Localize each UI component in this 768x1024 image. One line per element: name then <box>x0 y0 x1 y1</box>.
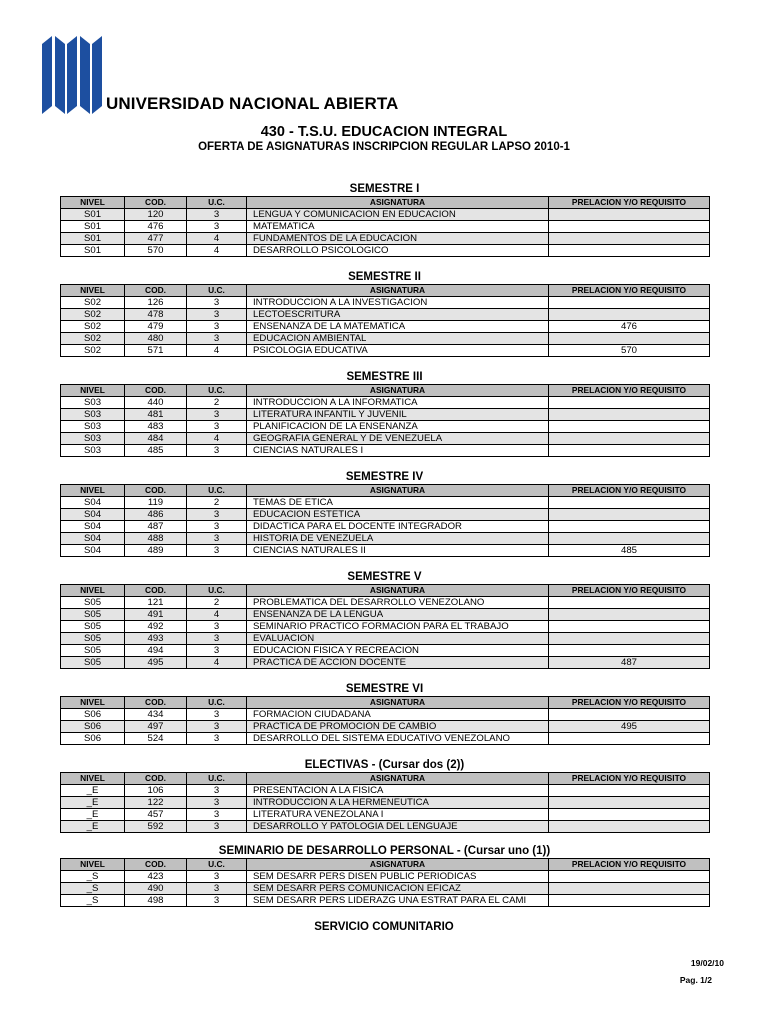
prelacion-cell <box>549 521 710 533</box>
prelacion-cell: 570 <box>549 345 710 357</box>
cod-cell: 494 <box>125 645 187 657</box>
table-row <box>61 421 710 433</box>
uc-cell: 3 <box>187 821 247 833</box>
uc-cell: 4 <box>187 609 247 621</box>
table-header-row <box>61 859 710 871</box>
nivel-cell: S02 <box>61 321 125 333</box>
table-header-row <box>61 585 710 597</box>
column-header: PRELACION Y/O REQUISITO <box>549 197 710 209</box>
column-header: PRELACION Y/O REQUISITO <box>549 773 710 785</box>
nivel-cell: S02 <box>61 345 125 357</box>
uc-cell: 3 <box>187 733 247 745</box>
table-row <box>61 645 710 657</box>
table-row <box>61 333 710 345</box>
cod-cell: 126 <box>125 297 187 309</box>
asignatura-cell: SEM DESARR PERS COMUNICACION EFICAZ <box>247 883 549 895</box>
uc-cell: 3 <box>187 221 247 233</box>
nivel-cell: S06 <box>61 721 125 733</box>
prelacion-cell <box>549 621 710 633</box>
uc-cell: 3 <box>187 321 247 333</box>
column-header: COD. <box>125 697 187 709</box>
asignatura-cell: SEM DESARR PERS LIDERAZG UNA ESTRAT PARA EL CAMI <box>247 895 549 907</box>
course-table <box>60 284 710 357</box>
prelacion-cell <box>549 433 710 445</box>
asignatura-cell: LENGUA Y COMUNICACION EN EDUCACION <box>247 209 549 221</box>
column-header: NIVEL <box>61 585 125 597</box>
table-row <box>61 309 710 321</box>
section-1 <box>60 182 709 257</box>
prelacion-cell: 476 <box>549 321 710 333</box>
table-row <box>61 733 710 745</box>
nivel-cell: S04 <box>61 521 125 533</box>
asignatura-cell: DESARROLLO PSICOLOGICO <box>247 245 549 257</box>
uc-cell: 3 <box>187 895 247 907</box>
cod-cell: 457 <box>125 809 187 821</box>
section-7 <box>60 758 709 833</box>
column-header: COD. <box>125 285 187 297</box>
prelacion-cell <box>549 797 710 809</box>
asignatura-cell: LECTOESCRITURA <box>247 309 549 321</box>
column-header: ASIGNATURA <box>247 285 549 297</box>
nivel-cell: _S <box>61 895 125 907</box>
column-header: U.C. <box>187 697 247 709</box>
asignatura-cell: LITERATURA INFANTIL Y JUVENIL <box>247 409 549 421</box>
cod-cell: 476 <box>125 221 187 233</box>
column-header: U.C. <box>187 773 247 785</box>
course-table <box>60 696 710 745</box>
column-header: U.C. <box>187 585 247 597</box>
cod-cell: 498 <box>125 895 187 907</box>
cod-cell: 480 <box>125 333 187 345</box>
servicio-comunitario-title: SERVICIO COMUNITARIO <box>314 921 454 933</box>
program-title: 430 - T.S.U. EDUCACION INTEGRAL <box>260 124 508 140</box>
cod-cell: 491 <box>125 609 187 621</box>
cod-cell: 486 <box>125 509 187 521</box>
offer-subtitle: OFERTA DE ASIGNATURAS INSCRIPCION REGULAR LAPSO 2010-1 <box>198 141 570 153</box>
prelacion-cell <box>549 209 710 221</box>
asignatura-cell: EDUCACION ESTETICA <box>247 509 549 521</box>
nivel-cell: S03 <box>61 445 125 457</box>
asignatura-cell: SEMINARIO PRACTICO FORMACION PARA EL TRABAJO <box>247 621 549 633</box>
prelacion-cell <box>549 709 710 721</box>
uc-cell: 3 <box>187 309 247 321</box>
uc-cell: 3 <box>187 545 247 557</box>
prelacion-cell <box>549 733 710 745</box>
uc-cell: 3 <box>187 409 247 421</box>
cod-cell: 487 <box>125 521 187 533</box>
nivel-cell: S04 <box>61 545 125 557</box>
cod-cell: 423 <box>125 871 187 883</box>
uc-cell: 4 <box>187 245 247 257</box>
nivel-cell: _S <box>61 883 125 895</box>
table-row <box>61 721 710 733</box>
nivel-cell: S04 <box>61 533 125 545</box>
nivel-cell: S03 <box>61 433 125 445</box>
column-header: ASIGNATURA <box>247 585 549 597</box>
table-header-row <box>61 697 710 709</box>
cod-cell: 120 <box>125 209 187 221</box>
table-row <box>61 321 710 333</box>
uc-cell: 3 <box>187 445 247 457</box>
section-3 <box>60 370 709 457</box>
page-number: Pag. 1/2 <box>679 975 712 985</box>
prelacion-cell <box>549 821 710 833</box>
nivel-cell: S01 <box>61 209 125 221</box>
section-4 <box>60 470 709 557</box>
column-header: NIVEL <box>61 197 125 209</box>
column-header: COD. <box>125 385 187 397</box>
nivel-cell: S05 <box>61 609 125 621</box>
nivel-cell: _E <box>61 785 125 797</box>
table-row <box>61 621 710 633</box>
nivel-cell: S04 <box>61 509 125 521</box>
course-table <box>60 384 710 457</box>
prelacion-cell <box>549 597 710 609</box>
nivel-cell: S02 <box>61 333 125 345</box>
table-row <box>61 871 710 883</box>
course-table <box>60 584 710 669</box>
column-header: COD. <box>125 585 187 597</box>
asignatura-cell: INTRODUCCION A LA INVESTIGACION <box>247 297 549 309</box>
column-header: NIVEL <box>61 859 125 871</box>
cod-cell: 497 <box>125 721 187 733</box>
table-row <box>61 445 710 457</box>
nivel-cell: S01 <box>61 221 125 233</box>
asignatura-cell: CIENCIAS NATURALES I <box>247 445 549 457</box>
cod-cell: 592 <box>125 821 187 833</box>
asignatura-cell: DESARROLLO Y PATOLOGIA DEL LENGUAJE <box>247 821 549 833</box>
cod-cell: 479 <box>125 321 187 333</box>
table-row <box>61 597 710 609</box>
table-header-row <box>61 485 710 497</box>
asignatura-cell: INTRODUCCION A LA INFORMATICA <box>247 397 549 409</box>
table-row <box>61 233 710 245</box>
asignatura-cell: SEM DESARR PERS DISEN PUBLIC PERIODICAS <box>247 871 549 883</box>
nivel-cell: S05 <box>61 597 125 609</box>
nivel-cell: S02 <box>61 309 125 321</box>
asignatura-cell: PRACTICA DE PROMOCION DE CAMBIO <box>247 721 549 733</box>
table-row <box>61 809 710 821</box>
cod-cell: 440 <box>125 397 187 409</box>
nivel-cell: S02 <box>61 297 125 309</box>
uc-cell: 4 <box>187 233 247 245</box>
table-row <box>61 297 710 309</box>
column-header: ASIGNATURA <box>247 773 549 785</box>
uc-cell: 3 <box>187 633 247 645</box>
table-row <box>61 345 710 357</box>
column-header: PRELACION Y/O REQUISITO <box>549 485 710 497</box>
prelacion-cell <box>549 333 710 345</box>
uc-cell: 3 <box>187 621 247 633</box>
cod-cell: 119 <box>125 497 187 509</box>
prelacion-cell <box>549 233 710 245</box>
uc-cell: 3 <box>187 797 247 809</box>
uc-cell: 4 <box>187 345 247 357</box>
asignatura-cell: CIENCIAS NATURALES II <box>247 545 549 557</box>
nivel-cell: S05 <box>61 645 125 657</box>
section-8 <box>60 844 709 907</box>
asignatura-cell: PRACTICA DE ACCION DOCENTE <box>247 657 549 669</box>
table-row <box>61 633 710 645</box>
asignatura-cell: PROBLEMATICA DEL DESARROLLO VENEZOLANO <box>247 597 549 609</box>
column-header: PRELACION Y/O REQUISITO <box>549 697 710 709</box>
column-header: U.C. <box>187 859 247 871</box>
column-header: PRELACION Y/O REQUISITO <box>549 859 710 871</box>
cod-cell: 492 <box>125 621 187 633</box>
nivel-cell: S03 <box>61 397 125 409</box>
column-header: PRELACION Y/O REQUISITO <box>549 585 710 597</box>
cod-cell: 488 <box>125 533 187 545</box>
una-logo-icon <box>40 34 104 116</box>
nivel-cell: _E <box>61 821 125 833</box>
table-row <box>61 221 710 233</box>
asignatura-cell: EDUCACION AMBIENTAL <box>247 333 549 345</box>
asignatura-cell: ENSENANZA DE LA MATEMATICA <box>247 321 549 333</box>
uc-cell: 3 <box>187 509 247 521</box>
prelacion-cell <box>549 221 710 233</box>
column-header: ASIGNATURA <box>247 697 549 709</box>
nivel-cell: S01 <box>61 233 125 245</box>
column-header: COD. <box>125 773 187 785</box>
table-row <box>61 397 710 409</box>
uc-cell: 3 <box>187 871 247 883</box>
uc-cell: 2 <box>187 397 247 409</box>
cod-cell: 570 <box>125 245 187 257</box>
table-row <box>61 521 710 533</box>
prelacion-cell <box>549 397 710 409</box>
cod-cell: 490 <box>125 883 187 895</box>
cod-cell: 478 <box>125 309 187 321</box>
asignatura-cell: TEMAS DE ETICA <box>247 497 549 509</box>
prelacion-cell: 495 <box>549 721 710 733</box>
prelacion-cell <box>549 645 710 657</box>
table-header-row <box>61 385 710 397</box>
column-header: NIVEL <box>61 697 125 709</box>
prelacion-cell <box>549 895 710 907</box>
uc-cell: 3 <box>187 521 247 533</box>
section-title: SEMINARIO DE DESARROLLO PERSONAL - (Cursar uno (1)) <box>218 845 551 857</box>
print-date: 19/02/10 <box>690 958 724 968</box>
university-name: UNIVERSIDAD NACIONAL ABIERTA <box>106 94 399 113</box>
asignatura-cell: PRESENTACION A LA FISICA <box>247 785 549 797</box>
table-row <box>61 883 710 895</box>
asignatura-cell: PSICOLOGIA EDUCATIVA <box>247 345 549 357</box>
prelacion-cell <box>549 633 710 645</box>
nivel-cell: S05 <box>61 657 125 669</box>
uc-cell: 3 <box>187 721 247 733</box>
prelacion-cell <box>549 609 710 621</box>
cod-cell: 489 <box>125 545 187 557</box>
nivel-cell: S06 <box>61 733 125 745</box>
uc-cell: 2 <box>187 597 247 609</box>
column-header: PRELACION Y/O REQUISITO <box>549 385 710 397</box>
table-row <box>61 245 710 257</box>
section-6 <box>60 682 709 745</box>
column-header: PRELACION Y/O REQUISITO <box>549 285 710 297</box>
column-header: COD. <box>125 859 187 871</box>
column-header: NIVEL <box>61 285 125 297</box>
uc-cell: 3 <box>187 209 247 221</box>
column-header: ASIGNATURA <box>247 859 549 871</box>
cod-cell: 483 <box>125 421 187 433</box>
column-header: U.C. <box>187 485 247 497</box>
table-row <box>61 785 710 797</box>
asignatura-cell: DIDACTICA PARA EL DOCENTE INTEGRADOR <box>247 521 549 533</box>
cod-cell: 106 <box>125 785 187 797</box>
table-row <box>61 657 710 669</box>
prelacion-cell <box>549 509 710 521</box>
table-row <box>61 533 710 545</box>
nivel-cell: S01 <box>61 245 125 257</box>
prelacion-cell <box>549 809 710 821</box>
section-5 <box>60 570 709 669</box>
section-title: SEMESTRE I <box>349 183 420 195</box>
asignatura-cell: INTRODUCCION A LA HERMENEUTICA <box>247 797 549 809</box>
table-row <box>61 797 710 809</box>
nivel-cell: S03 <box>61 421 125 433</box>
cod-cell: 484 <box>125 433 187 445</box>
asignatura-cell: FORMACION CIUDADANA <box>247 709 549 721</box>
course-table <box>60 772 710 833</box>
prelacion-cell <box>549 533 710 545</box>
prelacion-cell <box>549 297 710 309</box>
uc-cell: 3 <box>187 297 247 309</box>
table-row <box>61 895 710 907</box>
column-header: ASIGNATURA <box>247 197 549 209</box>
uc-cell: 4 <box>187 657 247 669</box>
prelacion-cell <box>549 445 710 457</box>
column-header: ASIGNATURA <box>247 485 549 497</box>
cod-cell: 571 <box>125 345 187 357</box>
column-header: COD. <box>125 485 187 497</box>
nivel-cell: S03 <box>61 409 125 421</box>
cod-cell: 477 <box>125 233 187 245</box>
course-table <box>60 484 710 557</box>
nivel-cell: S04 <box>61 497 125 509</box>
uc-cell: 3 <box>187 709 247 721</box>
table-row <box>61 709 710 721</box>
asignatura-cell: FUNDAMENTOS DE LA EDUCACION <box>247 233 549 245</box>
nivel-cell: S05 <box>61 621 125 633</box>
column-header: NIVEL <box>61 485 125 497</box>
cod-cell: 122 <box>125 797 187 809</box>
cod-cell: 481 <box>125 409 187 421</box>
section-title: SEMESTRE III <box>346 371 423 383</box>
cod-cell: 493 <box>125 633 187 645</box>
table-header-row <box>61 773 710 785</box>
prelacion-cell <box>549 785 710 797</box>
table-row <box>61 433 710 445</box>
section-title: ELECTIVAS - (Cursar dos (2)) <box>304 759 465 771</box>
prelacion-cell: 487 <box>549 657 710 669</box>
table-row <box>61 209 710 221</box>
asignatura-cell: PLANIFICACION DE LA ENSENANZA <box>247 421 549 433</box>
uc-cell: 3 <box>187 333 247 345</box>
uc-cell: 3 <box>187 785 247 797</box>
column-header: U.C. <box>187 385 247 397</box>
uc-cell: 3 <box>187 645 247 657</box>
nivel-cell: _E <box>61 797 125 809</box>
uc-cell: 3 <box>187 533 247 545</box>
cod-cell: 485 <box>125 445 187 457</box>
uc-cell: 3 <box>187 421 247 433</box>
nivel-cell: _E <box>61 809 125 821</box>
column-header: U.C. <box>187 197 247 209</box>
table-row <box>61 497 710 509</box>
asignatura-cell: ENSENANZA DE LA LENGUA <box>247 609 549 621</box>
prelacion-cell <box>549 883 710 895</box>
nivel-cell: S05 <box>61 633 125 645</box>
asignatura-cell: EDUCACION FISICA Y RECREACION <box>247 645 549 657</box>
section-title: SEMESTRE V <box>347 571 422 583</box>
asignatura-cell: EVALUACION <box>247 633 549 645</box>
asignatura-cell: HISTORIA DE VENEZUELA <box>247 533 549 545</box>
nivel-cell: _S <box>61 871 125 883</box>
column-header: COD. <box>125 197 187 209</box>
prelacion-cell <box>549 309 710 321</box>
asignatura-cell: MATEMATICA <box>247 221 549 233</box>
prelacion-cell <box>549 409 710 421</box>
cod-cell: 524 <box>125 733 187 745</box>
course-table <box>60 196 710 257</box>
prelacion-cell <box>549 871 710 883</box>
uc-cell: 4 <box>187 433 247 445</box>
asignatura-cell: DESARROLLO DEL SISTEMA EDUCATIVO VENEZOLANO <box>247 733 549 745</box>
table-row <box>61 609 710 621</box>
table-row <box>61 509 710 521</box>
table-row <box>61 821 710 833</box>
section-title: SEMESTRE IV <box>345 471 424 483</box>
table-header-row <box>61 197 710 209</box>
course-table <box>60 858 710 907</box>
asignatura-cell: GEOGRAFIA GENERAL Y DE VENEZUELA <box>247 433 549 445</box>
cod-cell: 495 <box>125 657 187 669</box>
nivel-cell: S06 <box>61 709 125 721</box>
uc-cell: 3 <box>187 809 247 821</box>
asignatura-cell: LITERATURA VENEZOLANA I <box>247 809 549 821</box>
table-row <box>61 545 710 557</box>
uc-cell: 3 <box>187 883 247 895</box>
prelacion-cell <box>549 497 710 509</box>
column-header: NIVEL <box>61 385 125 397</box>
column-header: U.C. <box>187 285 247 297</box>
uc-cell: 2 <box>187 497 247 509</box>
prelacion-cell <box>549 421 710 433</box>
cod-cell: 434 <box>125 709 187 721</box>
column-header: NIVEL <box>61 773 125 785</box>
prelacion-cell: 485 <box>549 545 710 557</box>
section-2 <box>60 270 709 357</box>
column-header: ASIGNATURA <box>247 385 549 397</box>
section-title: SEMESTRE II <box>348 271 421 283</box>
table-header-row <box>61 285 710 297</box>
section-title: SEMESTRE VI <box>345 683 424 695</box>
cod-cell: 121 <box>125 597 187 609</box>
prelacion-cell <box>549 245 710 257</box>
table-row <box>61 409 710 421</box>
